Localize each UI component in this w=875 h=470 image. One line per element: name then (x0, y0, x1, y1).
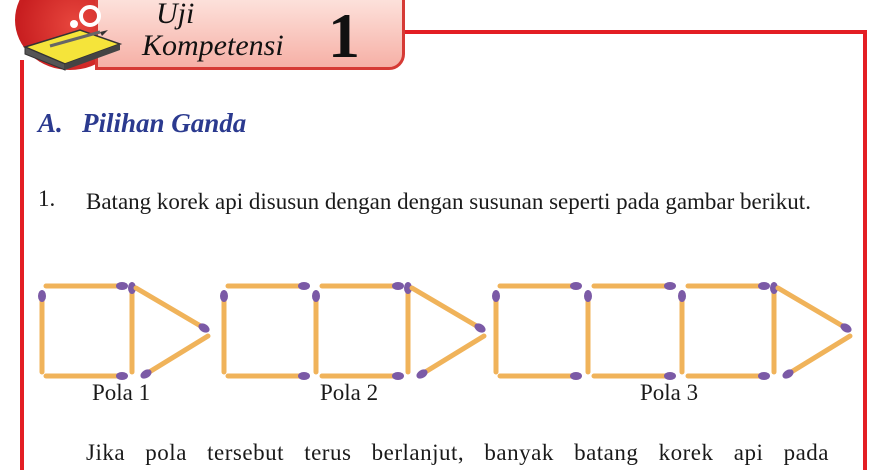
match-stick (228, 282, 310, 290)
match-stick (404, 282, 412, 372)
question-text: Batang korek api disusun dengan dengan susunan seperti pada gambar berikut. (86, 189, 811, 214)
book-pencil-icon (20, 2, 125, 77)
match-stick (584, 290, 592, 372)
matchstick-patterns (0, 270, 875, 390)
match-stick (688, 282, 770, 290)
match-stick (500, 372, 582, 380)
pattern-label-3: Pola 3 (640, 380, 699, 405)
match-stick (500, 282, 582, 290)
match-stick (322, 282, 404, 290)
match-stick (594, 282, 676, 290)
match-stick (781, 336, 850, 381)
match-stick (220, 290, 228, 372)
match-stick (492, 290, 500, 372)
match-stick (312, 290, 320, 372)
section-heading (38, 108, 246, 139)
match-stick (139, 336, 208, 381)
match-stick (46, 282, 128, 290)
frame-top-border (405, 30, 867, 34)
title-line-2: Kompetensi (142, 29, 284, 62)
pattern-label-1: Pola 1 (92, 380, 151, 405)
title-number: 1 (328, 0, 360, 71)
match-stick (136, 288, 211, 334)
match-stick (688, 372, 770, 380)
match-stick (322, 372, 404, 380)
match-stick (128, 282, 136, 372)
pattern-label-2: Pola 2 (320, 380, 379, 405)
match-stick (594, 372, 676, 380)
title-box (95, 0, 405, 70)
frame-left-border (20, 60, 24, 470)
match-stick (38, 290, 46, 372)
section-title: Pilihan Ganda (82, 108, 247, 138)
match-stick (415, 336, 484, 381)
frame-right-border (863, 30, 867, 470)
match-stick (46, 372, 128, 380)
section-letter: A. (38, 108, 63, 138)
match-stick (228, 372, 310, 380)
question-number: 1. (38, 186, 56, 211)
match-stick (678, 290, 686, 372)
match-stick (412, 288, 487, 334)
match-stick (770, 282, 778, 372)
match-stick (778, 288, 853, 334)
question-continuation: Jika pola tersebut terus berlanjut, banyak batang korek api pada (86, 440, 830, 465)
title-line-1: Uji (156, 0, 195, 30)
